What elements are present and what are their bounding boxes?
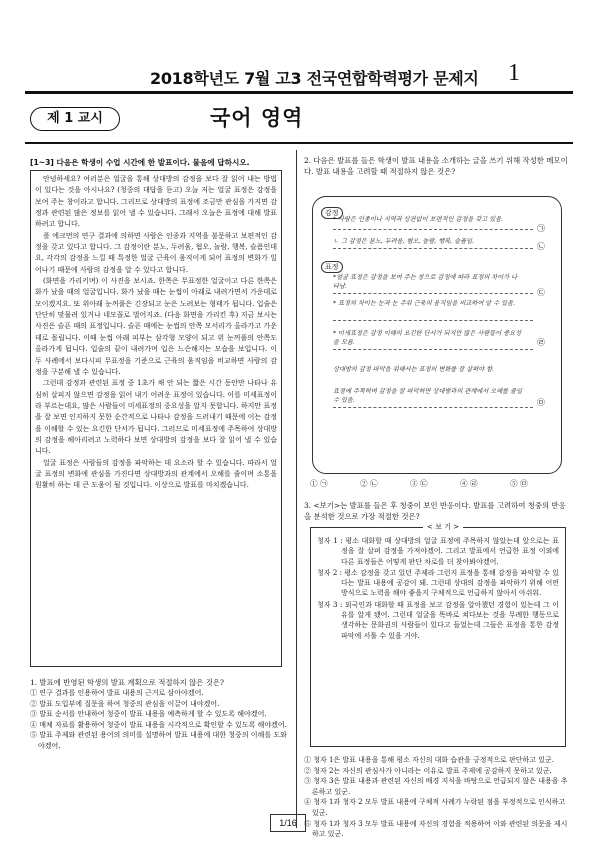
question-2 — [304, 155, 570, 177]
column-divider — [296, 150, 297, 828]
memo-mark: ㉢ — [537, 288, 545, 297]
total-pages: 16 — [286, 818, 297, 828]
q3-options — [304, 755, 570, 840]
memo-line: * 표정의 차이는 눈과 눈 주위 근육의 움직임을 비교하여 알 수 있음. — [333, 300, 516, 307]
subject-rule — [25, 142, 573, 144]
question-stem: 1. 발표에 반영된 학생의 발표 계획으로 적절하지 않은 것은? — [30, 678, 225, 687]
answer-option[interactable]: ④ 매체 자료를 활용하여 청중이 발표 내용을 시각적으로 확인할 수 있도록 해야겠어. — [30, 720, 287, 729]
memo-line: *얼굴 표정은 감정을 보여 주는 창으로 감정에 따라 표정의 차이가 나타남. — [333, 274, 518, 290]
passage-paragraph: 안녕하세요? 여러분은 얼굴을 통해 상대방의 감정을 보다 잘 읽어 내는 방법이 있다는 것을 아시나요? (청중의 대답을 듣고) 오늘 저는 얼굴 표정은 감정을 보여 주는 창이라고 합니다. 그리므로 상대방의 표정에 조금만 관심을 가지면 감정과 관련된 많은 정보를 읽어 낼 수 있습니다. 그래서 오늘은 표정에 대해 발표하려고 합니다. — [35, 175, 277, 229]
answer-option[interactable]: ② ㉡ — [360, 479, 378, 488]
handwritten-memo — [312, 196, 562, 474]
answer-option[interactable]: ⑤ 청자 1과 청자 3 모두 발표 내용에 자신의 경험을 적용하여 이와 관련된 의문을 제시하고 있군. — [304, 819, 568, 839]
current-page: 1 — [279, 818, 285, 828]
memo-line: ㄴ 그 감정은 분노, 두려움, 혐오, 놀람, 행복, 슬픔임. — [333, 238, 475, 245]
answer-option[interactable]: ② 발표 도입부에 질문을 하여 청중의 관심을 이끌어 내야겠어. — [30, 699, 220, 708]
memo-mark: ㉣ — [537, 338, 545, 347]
memo-mark: ㉡ — [537, 242, 545, 251]
q1-3-instruction: [1~3] 다음은 학생이 수업 시간에 한 발표이다. 물음에 답하시오. — [30, 158, 250, 167]
question-stem: 3. <보기>는 발표를 들은 후 청중이 보인 반응이다. 발표를 고려하여 청중의 반응을 분석한 것으로 가장 적절한 것은? — [304, 501, 566, 521]
passage-paragraph: (화면을 가리키며) 이 사진을 보시죠. 한쪽은 무표정한 얼굴이고 다른 한쪽은 화가 났을 때의 얼굴입니다. 화가 났을 때는 눈썹이 아래로 내려가면서 가운데로 모이겠지요. 또 위아래 눈꺼풀은 긴장되고 눈은 노려보는 형태가 됩니다. 입술은 단단히 맞물려 있거나 네모꼴로 벌어지죠. (다음 화면을 가리킨 후) 지금 보시는 사진은 슬픈 때의 표정입니다. 슬픈 때에는 눈썹의 안쪽 모서리가 올라가고 가운데로 몰립니다. 이때 눈썹 아래 피부는 삼각형 모양이 되고 위 눈꺼풀의 안쪽도 올라가게 됩니다. 입술의 끝이 내려가며 입은 느슨해지는 모습을 보입니다. 이 두 사례에서 보다시피 무표정을 기준으로 근육의 움직임을 비교하면 사람의 감정을 구분해 낼 수 있습니다. — [35, 277, 277, 376]
question-stem: 2. 다음은 발표를 들은 학생이 발표 내용을 소개하는 글을 쓰기 위해 작성한 메모이다. 발표 내용을 고려할 때 적절하지 않은 것은? — [304, 156, 568, 176]
memo-line: * 사람은 인종이나 지역과 상관없이 보편적인 감정을 갖고 있음. — [333, 216, 504, 223]
header-rule — [25, 91, 573, 94]
bogi-box — [310, 523, 566, 747]
exam-title: 2018학년도 7월 고3 전국연합학력평가 문제지 — [150, 69, 479, 88]
listener-response: 청자 3 : 외국인과 대화할 때 표정을 보고 감정을 알아챘던 경험이 있는데 그 이유를 알게 됐어. 그런데 얼굴을 똑바로 쳐다보는 것을 무례한 행동으로 생각하는 문화권의 사람들이 있다고 들었는데 그들은 표정을 통한 감정 파악에 서툴 수 있을 거야. — [317, 600, 559, 640]
answer-option[interactable]: ③ ㉢ — [410, 479, 428, 488]
answer-option[interactable]: ① 청자 1은 발표 내용을 통해 평소 자신의 대화 습관을 긍정적으로 판단하고 있군. — [304, 756, 555, 764]
memo-line: 상대방의 감정 파악을 위해서는 표정의 변화를 잘 살펴야 함. — [333, 366, 495, 373]
answer-option[interactable]: ⑤ 발표 주제와 관련된 용어의 의미를 설명하여 발표 내용에 대한 청중의 이해를 도와야겠어. — [30, 731, 287, 750]
question-1 — [30, 677, 288, 752]
memo-tag-expression: 표정 — [321, 261, 343, 273]
passage-paragraph: 그런데 감정과 관련된 표정 중 1초가 채 안 되는 짧은 시간 동안만 나타나 유심히 살피지 않으면 감정을 읽어 내기 어려운 표정이 있습니다. 이를 미세표정이라 부르는데요, 많은 사람들이 미세표정의 중요성을 알지 못합니다. 하지만 표정을 잘 보면 인지하지 못한 순간적으로 나타나 감정을 드러내기 때문에 이는 감정을 이해할 수 있는 요긴한 단서가 됩니다. 그러므로 미세표정에 주목하여 상대방의 감정을 헤아리려고 노력하다 보면 상대방의 감정을 보다 잘 읽어 낼 수 있습니다. — [35, 379, 277, 456]
question-3 — [304, 500, 570, 522]
passage-paragraph: 폴 에크먼의 연구 결과에 의하면 사람은 인종과 지역을 불문하고 보편적인 감정을 갖고 있다고 합니다. 그 감정이란 분노, 두려움, 혐오, 놀람, 행복, 슬픔인데요, 각각의 감정을 느낄 때 특정한 얼굴 근육이 움직이게 되어 표정의 변화가 일어나기 때문에 사람의 감정을 알 수 있다고 합니다. — [35, 231, 277, 274]
subject-title: 국어 영역 — [210, 106, 304, 130]
session-badge: 제 1 교시 — [30, 107, 120, 131]
answer-option[interactable]: ① ㉠ — [310, 479, 328, 488]
answer-option[interactable]: ③ 청자 3은 발표 내용과 관련된 자신의 배경 지식을 바탕으로 언급되지 않은 내용을 추론하고 있군. — [304, 777, 568, 796]
listener-response: 청자 1 : 평소 대화할 때 상대방의 얼굴 표정에 주목하지 않았는데 앞으로는 표정을 잘 살펴 감정을 가져야겠어. 그리고 발표에서 언급한 표정 이외에 다른 표정들은 어떻게 판단 차로를 더 찾아봐야겠어. — [317, 537, 559, 566]
memo-tag-emotion: 감정 — [321, 207, 343, 219]
q2-options — [310, 478, 570, 489]
answer-option[interactable]: ④ 청자 1과 청자 2 모두 발표 내용에 구체적 사례가 누락된 점을 부정적으로 인식하고 있군. — [304, 798, 566, 817]
answer-option[interactable]: ③ 발표 순서를 안내하여 청중이 발표 내용을 예측하게 할 수 있도록 해야겠어. — [30, 710, 267, 719]
page-indicator: 1/16 — [270, 814, 306, 832]
page-number-top: 1 — [508, 60, 520, 86]
memo-mark: ㉠ — [537, 224, 545, 233]
answer-option[interactable]: ④ ㉣ — [460, 479, 478, 488]
passage-paragraph: 얼굴 표정은 사람들의 감정을 파악하는 데 요소라 할 수 있습니다. 따라서 얼굴 표정의 변화에 관심을 가진다면 상대방과의 관계에서 오해를 줄이며 소통을 원활히 하는 데 큰 도움이 될 것입니다. 이상으로 발표를 마치겠습니다. — [35, 458, 277, 490]
listener-response: 청자 2 : 평소 감정을 갖고 있던 주제라 그런지 표정을 통해 감정을 파악할 수 있다는 발표 내용에 공감이 돼. 그런데 상대의 감정을 파악하기 위해 어떤 방식으로 노력을 해야 좋을지 구체적으로 언급하지 않아서 아쉬워. — [317, 568, 559, 598]
answer-option[interactable]: ② 청자 2는 자신의 관심사가 아니라는 이유로 발표 주제에 공감하지 못하고 있군. — [304, 766, 552, 775]
answer-option[interactable]: ⑤ ㉤ — [510, 479, 528, 488]
memo-line: 표정에 주목하며 감정을 잘 파악하면 상대방과의 관계에서 오해를 줄일 수 있음. — [333, 388, 523, 404]
memo-mark: ㉤ — [537, 398, 545, 407]
memo-line: * 미세표정은 감정 이해의 요긴한 단서가 되지만 많은 사람들이 중요성을 모름. — [333, 330, 522, 346]
speech-passage — [30, 170, 282, 667]
answer-option[interactable]: ① 연구 결과를 인용하여 발표 내용의 근거로 삼아야겠어. — [30, 689, 204, 697]
bogi-label: < 보 기 > — [423, 522, 463, 532]
